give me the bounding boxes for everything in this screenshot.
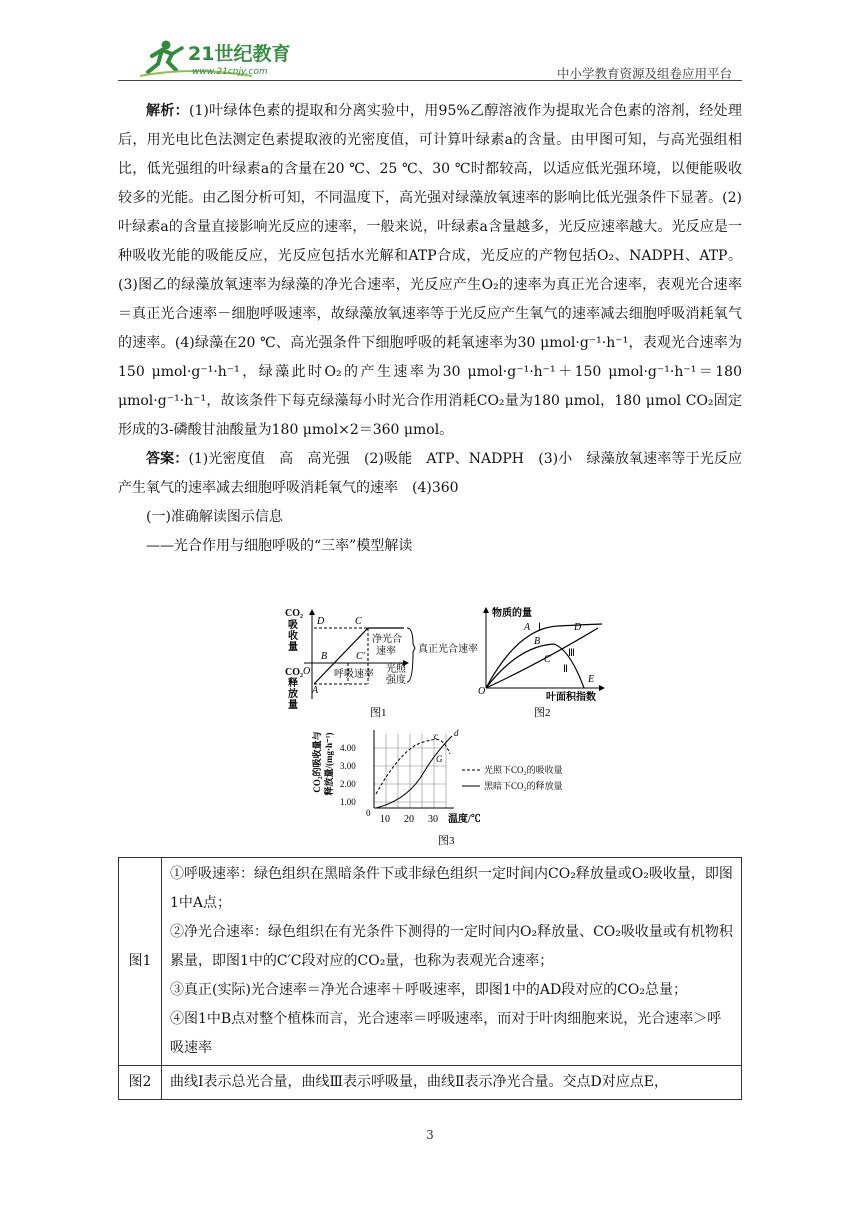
table-row xyxy=(119,1066,742,1100)
fig1-y-up-2: 收 xyxy=(288,631,298,642)
fig3-legend-dashed: 光照下CO₂的吸收量 xyxy=(484,765,563,775)
main-text xyxy=(118,97,742,561)
fig2-curve-I: Ⅰ xyxy=(538,622,541,633)
fig1-y-down-1: 释 xyxy=(288,678,298,689)
row1-content xyxy=(162,858,742,1066)
fig3-y-tick-2: 2.00 xyxy=(340,779,356,789)
header-divider xyxy=(118,80,742,81)
fig2-point-O: O xyxy=(478,686,486,697)
figure-2 xyxy=(478,606,604,719)
fig2-curve-III: Ⅲ xyxy=(568,648,575,659)
table-row xyxy=(119,858,742,1066)
figure-1 xyxy=(285,608,478,719)
fig1-y-down-0: CO₂ xyxy=(285,667,303,678)
fig3-x-tick-30: 30 xyxy=(428,814,438,825)
fig1-true-rate: 真正光合速率 xyxy=(418,644,478,655)
fig1-resp-rate: 呼吸速率 xyxy=(334,669,374,680)
fig1-point-A: A xyxy=(312,685,319,696)
row2-head: 图2 xyxy=(119,1066,162,1100)
fig2-x-label: 叶面积指数 xyxy=(546,692,596,703)
section-title: (一)准确解读图示信息 xyxy=(146,509,283,525)
fig2-caption: 图2 xyxy=(534,707,551,719)
fig3-x-tick-20: 20 xyxy=(404,814,414,825)
answer-text: (1)光密度值 高 高光强 (2)吸能 ATP、NADPH (3)小 绿藻放氧速率等于光反应产生氧气的速率减去细胞呼吸消耗氧气的速率 (4)360 xyxy=(118,451,743,496)
fig3-y-tick-0: 0 xyxy=(366,808,371,818)
fig3-y-tick-4: 4.00 xyxy=(340,743,356,753)
fig2-point-A: A xyxy=(524,622,531,633)
logo-text: 21世纪教育 xyxy=(188,43,291,65)
fig1-caption: 图1 xyxy=(370,707,387,719)
answer-paragraph xyxy=(118,445,742,503)
fig1-net-rate-1: 速率 xyxy=(376,646,396,657)
fig3-x-label: 温度/℃ xyxy=(448,814,481,825)
fig3-point-c: c xyxy=(434,731,438,741)
analysis-label: 解析： xyxy=(146,103,190,119)
fig1-point-B: B xyxy=(321,651,328,662)
page-header xyxy=(118,34,742,82)
fig1-x-label-1: 强度 xyxy=(386,675,406,686)
figures xyxy=(118,604,742,854)
fig1-point-O: O xyxy=(303,666,311,677)
fig3-y-tick-3: 3.00 xyxy=(340,761,356,771)
row1-item-1: ①呼吸速率：绿色组织在黑暗条件下或非绿色组织一定时间内CO₂释放量或O₂吸收量，即图1中A点； xyxy=(170,866,733,911)
fig1-net-rate-0: 净光合 xyxy=(372,634,402,645)
fig1-y-down-3: 量 xyxy=(288,700,298,711)
fig1-y-down-2: 放 xyxy=(288,689,298,700)
fig1-point-C-prime: C′ xyxy=(356,651,365,662)
fig3-point-d: d xyxy=(454,728,459,738)
row1-item-2: ②净光合速率：绿色组织在有光条件下测得的一定时间内O₂释放量、CO₂吸收量或有机物积累量，即图1中的C′C段对应的CO₂量，也称为表观光合速率； xyxy=(170,924,733,969)
answer-label: 答案： xyxy=(146,451,189,467)
row2-content: 曲线Ⅰ表示总光合量，曲线Ⅲ表示呼吸量，曲线Ⅱ表示净光合量。交点D对应点E， xyxy=(162,1066,742,1100)
figure-3 xyxy=(311,728,563,847)
fig3-x-tick-10: 10 xyxy=(380,814,390,825)
fig2-point-B: B xyxy=(534,636,541,647)
fig2-point-D: D xyxy=(574,622,582,633)
fig1-x-label-0: 光照 xyxy=(386,664,406,675)
row1-item-3: ③真正(实际)光合速率＝净光合速率＋呼吸速率，即图1中的AD段对应的CO₂总量； xyxy=(170,982,687,998)
fig3-legend-solid: 黑暗下CO₂的释放量 xyxy=(484,781,563,791)
fig3-y-label-1: 释放量/(mg·h⁻¹) xyxy=(324,732,334,796)
page-number: 3 xyxy=(426,1128,434,1142)
logo-url: www.21cnjy.com xyxy=(192,67,268,77)
fig1-point-C: C xyxy=(355,616,362,627)
fig3-y-label-0: CO₂的吸收量与 xyxy=(312,731,322,793)
fig1-y-up-3: 量 xyxy=(288,642,298,653)
fig3-caption: 图3 xyxy=(438,835,455,847)
fig1-y-up-1: 吸 xyxy=(288,620,298,631)
analysis-text: (1)叶绿体色素的提取和分离实验中，用95%乙醇溶液作为提取光合色素的溶剂，经处理后，用光电比色法测定色素提取液的光密度值，可计算叶绿素a的含量。由甲图可知，与高光强组相比，低光强组的叶绿素a的含量在20 ℃、25 ℃、30 ℃时都较高，以适应低光强环境，以便能吸收较多的光能。由乙图分析可知，不同温度下，高光强对绿藻放氧速率的影响比低光强条件下显著。(2)叶绿素a的含量直接影响光反应的速率，一般来说，叶绿素a含量越多，光反应速率越大。光反应是一种吸收光能的吸能反应，光反应包括水光解和ATP合成，光反应的产物包括O₂、NADPH、ATP。(3)图乙的绿藻放氧速率为绿藻的净光合速率，光反应产生O₂的速率为真正光合速率，表观光合速率＝真正光合速率－细胞呼吸速率，故绿藻放氧速率等于光反应产生氧气的速率减去细胞呼吸消耗氧气的速率。(4)绿藻在20 ℃、高光强条件下细胞呼吸的耗氧速率为30 μmol·g⁻¹·h⁻¹，表观光合速率为150 μmol·g⁻¹·h⁻¹，绿藻此时O₂的产生速率为30 μmol·g⁻¹·h⁻¹＋150 μmol·g⁻¹·h⁻¹＝180 μmol·g⁻¹·h⁻¹，故该条件下每克绿藻每小时光合作用消耗CO₂量为180 μmol，180 μmol CO₂固定形成的3-磷酸甘油酸量为180 μmol×2＝360 μmol。 xyxy=(118,103,743,438)
fig2-curve-II: Ⅱ xyxy=(563,664,568,675)
analysis-paragraph xyxy=(118,97,742,445)
row1-head: 图1 xyxy=(119,858,162,1066)
section-subtitle: ——光合作用与细胞呼吸的“三率”模型解读 xyxy=(146,538,413,554)
fig3-point-G: G xyxy=(436,754,443,764)
fig2-y-label: 物质的量 xyxy=(492,608,532,619)
fig2-point-E: E xyxy=(588,674,595,685)
row1-item-4: ④图1中B点对整个植株而言，光合速率＝呼吸速率，而对于叶肉细胞来说，光合速率＞呼吸速率 xyxy=(170,1011,722,1056)
platform-name: 中小学教育资源及组卷应用平台 xyxy=(556,66,732,81)
fig1-y-up-0: CO₂ xyxy=(285,608,303,619)
fig2-point-C: C xyxy=(544,654,551,665)
fig3-y-tick-1: 1.00 xyxy=(340,797,356,807)
logo-21cnjy xyxy=(132,36,322,80)
explanation-table xyxy=(118,857,742,1100)
fig1-point-D: D xyxy=(317,616,325,627)
